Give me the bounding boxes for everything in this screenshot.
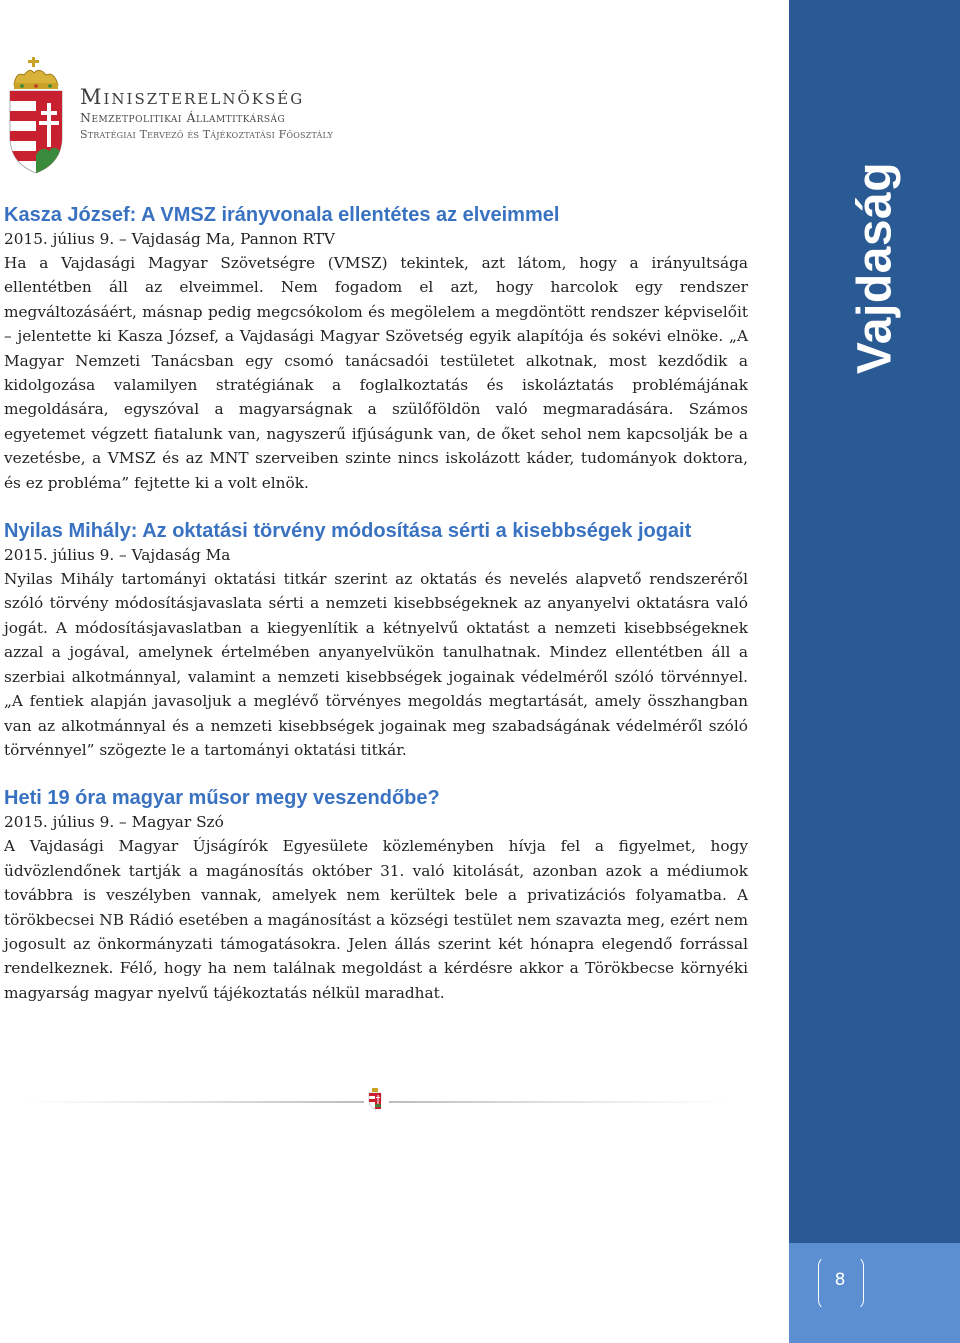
page-header xyxy=(6,55,406,175)
sidebar-footer-band xyxy=(789,1243,960,1343)
news-content xyxy=(4,203,748,1029)
org-subtitle: Nemzetpolitikai Államtitkárság xyxy=(80,110,286,125)
article-body: A Vajdasági Magyar Újságírók Egyesülete közleményben hívja fel a figyelmet, hogy üdvözlendőnek tartják a magánosítás október 31. való kitolását, azonban azok a médiumok továbbra is veszélyben vannak, amelyek nem kerültek bele a privatizációs folyamatba. A törökbecsei NB Rádió esetében a magánosítást a községi testület nem szavazta meg, ezért nem jogosult az önkormányzati támogatásokra. Jelen állás szerint két hónapra elegendő forrással rendelkeznek. Félő, hogy ha nem találnak megoldást a kérdésre akkor a Törökbecse környéki magyarság magyar nyelvű tájékoztatás nélkül maradhat. xyxy=(4,837,748,1002)
article-title: Nyilas Mihály: Az oktatási törvény módosítása sérti a kisebbségek jogait xyxy=(4,520,692,543)
page-number: 8 xyxy=(834,1270,846,1290)
article-body: Nyilas Mihály tartományi oktatási titkár szerint az oktatás és nevelés alapvető rendszeréről szóló törvény módosításjavaslata sérti a nemzeti kisebbségeknek az anyanyelvi oktatásra való jogát. A módosításjavaslatban a kiegyenlítik a kétnyelvű oktatást a nemzeti kisebbségeknek azzal a jogával, amelynek értelmében anyanyelvükön tanulhatnak. Mindez ellentétben áll a szerbiai alkotmánnyal, valamint a nemzeti kisebbségek jogainak védelméről szóló törvénnyel. „A fentiek alapján javasoljuk a meglévő törvényes megoldás megtartását, amely összhangban van az alkotmánnyal és a nemzeti kisebbségek jogainak meg szabadságának védelméről szóló törvénnyel” szögezte le a tartományi oktatási titkár. xyxy=(4,570,748,759)
article xyxy=(4,203,748,495)
article-title: Kasza József: A VMSZ irányvonala ellentétes az elveimmel xyxy=(4,204,560,226)
article-meta: 2015. július 9. – Magyar Szó xyxy=(4,813,224,832)
article-body: Ha a Vajdasági Magyar Szövetségre (VMSZ) tekintek, azt látom, hogy a irányultsága ellentétben áll az elveimmel. Nem fogadom el azt, hogy harcolok egy rendszer megváltozásáért, másnap pedig megcsókolom és megölelem a megdöntött rendszer képviselőit – jelentette ki Kasza József, a Vajdasági Magyar Szövetség egyik alapítója és sokévi elnöke. „A Magyar Nemzeti Tanácsban egy csomó tanácsadói testületet alkotnak, most kezdődik a kidolgozása valamilyen stratégiának a foglalkoztatás és iskoláztatás problémájának megoldására, egyszóval a magyarságnak a szülőföldön való megmaradására. Számos egyetemet végzett fiatalunk van, nagyszerű ifjúságunk van, de őket sehol nem kapcsolják be a vezetésbe, a VMSZ és az MNT szerveiben szinte nincs iskolázott káder, tudományok doktora, és ez probléma” fejtette ki a volt elnök. xyxy=(4,254,748,492)
article xyxy=(4,786,748,1005)
org-department: Stratégiai Tervező és Tájékoztatási Főosztály xyxy=(80,128,333,141)
article xyxy=(4,519,748,762)
region-label: Vajdaság xyxy=(848,161,901,375)
article-meta: 2015. július 9. – Vajdaság Ma, Pannon RTV xyxy=(4,230,335,248)
organization-name-block xyxy=(80,85,333,142)
hungarian-coat-of-arms-logo xyxy=(6,55,68,175)
footer-crest-icon xyxy=(368,1088,382,1110)
article-title: Heti 19 óra magyar műsor megy veszendőbe? xyxy=(4,787,440,810)
org-name: Miniszterelnökség xyxy=(80,85,305,109)
article-meta: 2015. július 9. – Vajdaság Ma xyxy=(4,546,231,565)
region-label-container xyxy=(789,0,960,380)
